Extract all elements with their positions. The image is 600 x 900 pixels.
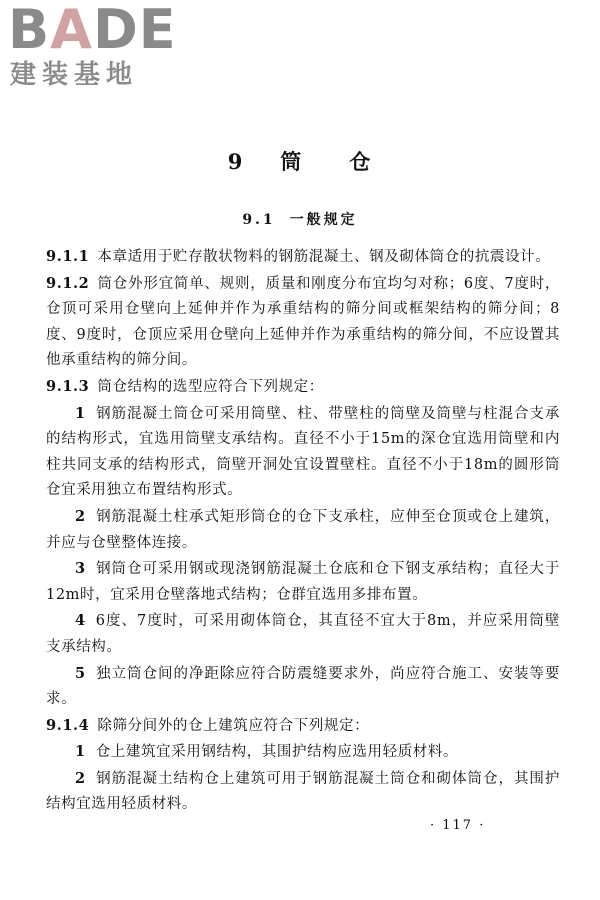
item-number: 1 — [75, 404, 86, 422]
bade-logo — [8, 2, 183, 100]
logo-subtitle: 建装基地 — [10, 60, 139, 90]
item-number: 1 — [75, 743, 86, 761]
chapter-name: 筒 仓 — [280, 149, 373, 174]
list-item — [46, 739, 560, 766]
clause-paragraph — [46, 244, 560, 271]
item-text: 钢筋混凝土结构仓上建筑可用于钢筋混凝土筒仓和砌体筒仓，其围护结构宜选用轻质材料。 — [46, 770, 560, 813]
item-number: 3 — [75, 560, 86, 578]
section-title — [0, 209, 600, 229]
item-text: 仓上建筑宜采用钢结构，其围护结构应选用轻质材料。 — [95, 744, 459, 761]
chapter-number: 9 — [227, 149, 245, 174]
clause-paragraph — [46, 713, 560, 740]
list-item — [46, 401, 560, 504]
section-name: 一般规定 — [289, 212, 358, 228]
clause-number: 9.1.4 — [46, 716, 90, 734]
clause-paragraph — [46, 271, 560, 374]
item-text: 钢筒仓可采用钢或现浇钢筋混凝土仓底和仓下钢支承结构；直径大于12m时，宜采用仓壁落地式结构；仓群宜选用多排布置。 — [46, 561, 560, 603]
list-item — [46, 608, 560, 660]
document-body — [46, 244, 560, 818]
clause-number: 9.1.1 — [46, 248, 90, 265]
chapter-title — [0, 146, 600, 176]
item-number: 2 — [75, 769, 86, 787]
list-item — [46, 556, 560, 608]
item-text: 钢筋混凝土柱承式矩形筒仓的仓下支承柱，应伸至仓顶或仓上建筑，并应与仓壁整体连接。 — [46, 508, 560, 551]
item-number: 5 — [75, 664, 86, 682]
clause-number: 9.1.2 — [46, 274, 90, 292]
list-item — [46, 766, 560, 818]
item-text: 钢筋混凝土筒仓可采用筒壁、柱、带壁柱的筒壁及筒壁与柱混合支承的结构形式，宜选用筒壁支承结构。直径不小于15m的深仓宜选用筒壁和内柱共同支承的结构形式，筒壁开洞处宜设置壁柱。直径不小于18m的圆形筒仓宜采用独立布置结构形式。 — [46, 405, 560, 499]
item-text: 独立筒仓间的净距除应符合防震缝要求外，尚应符合施工、安装等要求。 — [46, 665, 560, 708]
clause-paragraph — [46, 374, 560, 401]
logo-wordmark: BADE — [8, 0, 177, 61]
list-item — [46, 504, 560, 556]
clause-text: 筒仓外形宜简单、规则，质量和刚度分布宜均匀对称；6度、7度时，仓顶可采用仓壁向上延伸并作为承重结构的筛分间或框架结构的筛分间；8度、9度时，仓顶应采用仓壁向上延伸并作为承重结构的筛分间，不应设置其他承重结构的筛分间。 — [46, 275, 560, 369]
clause-text: 除筛分间外的仓上建筑应符合下列规定： — [97, 717, 370, 734]
item-number: 2 — [75, 507, 86, 525]
clause-number: 9.1.3 — [46, 377, 90, 395]
list-item — [46, 661, 560, 713]
section-number: 9.1 — [242, 212, 276, 228]
item-text: 6度、7度时，可采用砌体筒仓，其直径不宜大于8m，并应采用筒壁支承结构。 — [46, 613, 560, 655]
page-number: · 117 · — [430, 818, 486, 833]
clause-text: 本章适用于贮存散状物料的钢筋混凝土、钢及砌体筒仓的抗震设计。 — [97, 249, 551, 265]
item-number: 4 — [75, 612, 86, 630]
clause-text: 筒仓结构的选型应符合下列规定： — [97, 378, 324, 395]
